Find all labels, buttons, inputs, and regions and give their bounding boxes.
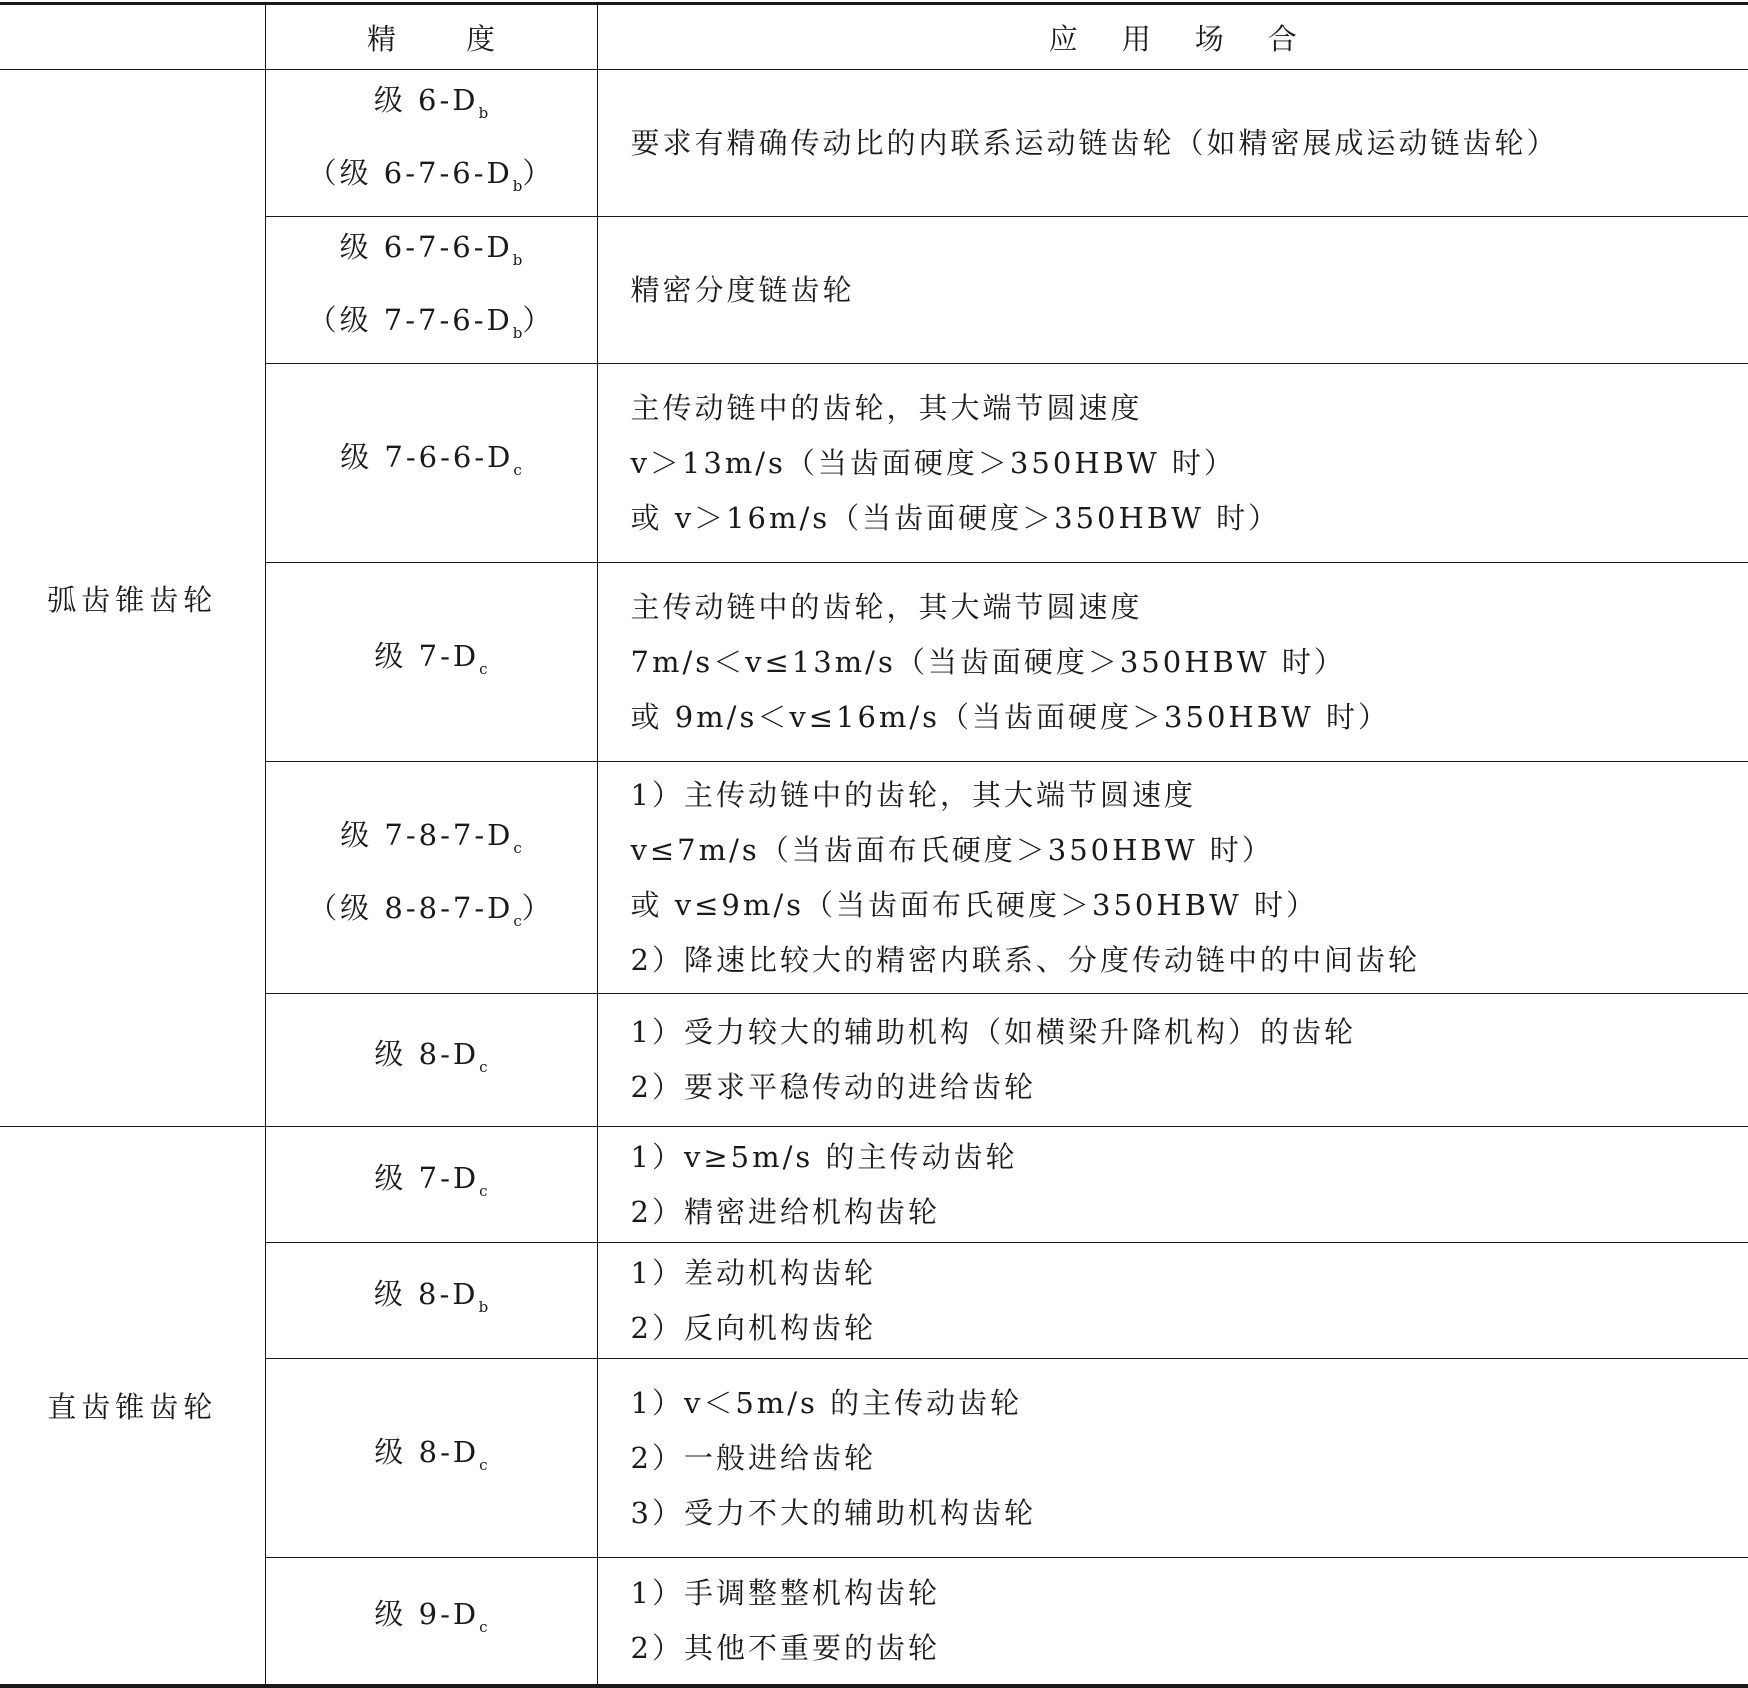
- grade-subscript: c: [479, 1456, 487, 1474]
- gear-type-cell: 弧齿锥齿轮: [0, 70, 265, 1127]
- precision-grade: 级 $7-8-7-D_c$: [266, 805, 597, 878]
- application-line: 1）v＜5m/s 的主传动齿轮: [631, 1376, 1748, 1431]
- application-line: 2）精密进给机构齿轮: [631, 1185, 1748, 1240]
- precision-cell: [265, 217, 597, 364]
- grade-subscript: c: [479, 1618, 487, 1636]
- precision-grade: 级 $6-7-6-D_b$: [266, 217, 597, 290]
- precision-grade: 级 $6-D_b$: [266, 70, 597, 143]
- application-line: 1）主传动链中的齿轮，其大端节圆速度: [631, 768, 1748, 823]
- application-cell: [597, 994, 1748, 1127]
- precision-grade: 级 $7-6-6-D_c$: [266, 427, 597, 500]
- application-cell: [597, 217, 1748, 364]
- gear-precision-table: [0, 2, 1748, 1688]
- precision-grade: 级 $9-D_c$: [266, 1584, 597, 1657]
- application-line: 2）要求平稳传动的进给齿轮: [631, 1060, 1748, 1115]
- application-line: 精密分度链齿轮: [631, 263, 1748, 318]
- precision-grade: （级 $6-7-6-D_b$）: [266, 143, 597, 216]
- precision-cell: [265, 563, 597, 762]
- grade-subscript: b: [513, 324, 523, 342]
- application-cell: [597, 364, 1748, 563]
- precision-grade: 级 $7-D_c$: [266, 1148, 597, 1221]
- application-line: 3）受力不大的辅助机构齿轮: [631, 1486, 1748, 1541]
- application-line: 1）受力较大的辅助机构（如横梁升降机构）的齿轮: [631, 1005, 1748, 1060]
- precision-cell: [265, 1558, 597, 1686]
- precision-cell: [265, 70, 597, 217]
- application-line: 或 v＞16m/s（当齿面硬度＞350HBW 时）: [631, 491, 1748, 546]
- precision-cell: [265, 1243, 597, 1359]
- precision-grade: 级 $8-D_b$: [266, 1264, 597, 1337]
- table-row: [0, 1127, 1748, 1243]
- precision-grade: 级 $7-D_c$: [266, 626, 597, 699]
- application-cell: [597, 563, 1748, 762]
- application-line: 2）降速比较大的精密内联系、分度传动链中的中间齿轮: [631, 933, 1748, 988]
- header-type: [0, 4, 265, 70]
- application-cell: [597, 1558, 1748, 1686]
- precision-grade: 级 $8-D_c$: [266, 1024, 597, 1097]
- application-line: 1）差动机构齿轮: [631, 1246, 1748, 1301]
- grade-subscript: b: [513, 177, 523, 195]
- gear-type-cell: 直齿锥齿轮: [0, 1127, 265, 1686]
- application-cell: [597, 1359, 1748, 1558]
- precision-cell: [265, 994, 597, 1127]
- precision-cell: [265, 1359, 597, 1558]
- application-cell: [597, 1243, 1748, 1359]
- grade-subscript: b: [479, 1298, 489, 1316]
- application-line: 1）手调整整机构齿轮: [631, 1566, 1748, 1621]
- application-line: 或 9m/s＜v≤16m/s（当齿面硬度＞350HBW 时）: [631, 690, 1748, 745]
- application-line: 1）v≥5m/s 的主传动齿轮: [631, 1130, 1748, 1185]
- grade-subscript: b: [479, 104, 489, 122]
- grade-subscript: b: [513, 251, 523, 269]
- precision-cell: [265, 1127, 597, 1243]
- table-body: [0, 70, 1748, 1686]
- header-application: 应用场合: [597, 4, 1748, 70]
- application-line: 2）反向机构齿轮: [631, 1301, 1748, 1356]
- application-cell: [597, 1127, 1748, 1243]
- application-cell: [597, 762, 1748, 994]
- table-row: [0, 70, 1748, 217]
- header-precision: 精度: [265, 4, 597, 70]
- application-line: 主传动链中的齿轮，其大端节圆速度: [631, 580, 1748, 635]
- grade-subscript: c: [479, 1058, 487, 1076]
- application-line: 2）一般进给齿轮: [631, 1431, 1748, 1486]
- application-line: v≤7m/s（当齿面布氏硬度＞350HBW 时）: [631, 823, 1748, 878]
- application-line: 2）其他不重要的齿轮: [631, 1621, 1748, 1676]
- precision-grade: （级 $7-7-6-D_b$）: [266, 290, 597, 363]
- grade-subscript: c: [479, 660, 487, 678]
- application-line: 7m/s＜v≤13m/s（当齿面硬度＞350HBW 时）: [631, 635, 1748, 690]
- grade-subscript: c: [513, 461, 521, 479]
- grade-subscript: c: [479, 1182, 487, 1200]
- table-header: [0, 4, 1748, 70]
- application-line: 主传动链中的齿轮，其大端节圆速度: [631, 381, 1748, 436]
- precision-cell: [265, 364, 597, 563]
- application-line: 要求有精确传动比的内联系运动链齿轮（如精密展成运动链齿轮）: [631, 116, 1748, 171]
- application-line: 或 v≤9m/s（当齿面布氏硬度＞350HBW 时）: [631, 878, 1748, 933]
- application-cell: [597, 70, 1748, 217]
- grade-subscript: c: [513, 912, 521, 930]
- precision-grade: （级 $8-8-7-D_c$）: [266, 878, 597, 951]
- precision-cell: [265, 762, 597, 994]
- grade-subscript: c: [513, 839, 521, 857]
- precision-grade: 级 $8-D_c$: [266, 1422, 597, 1495]
- application-line: v＞13m/s（当齿面硬度＞350HBW 时）: [631, 436, 1748, 491]
